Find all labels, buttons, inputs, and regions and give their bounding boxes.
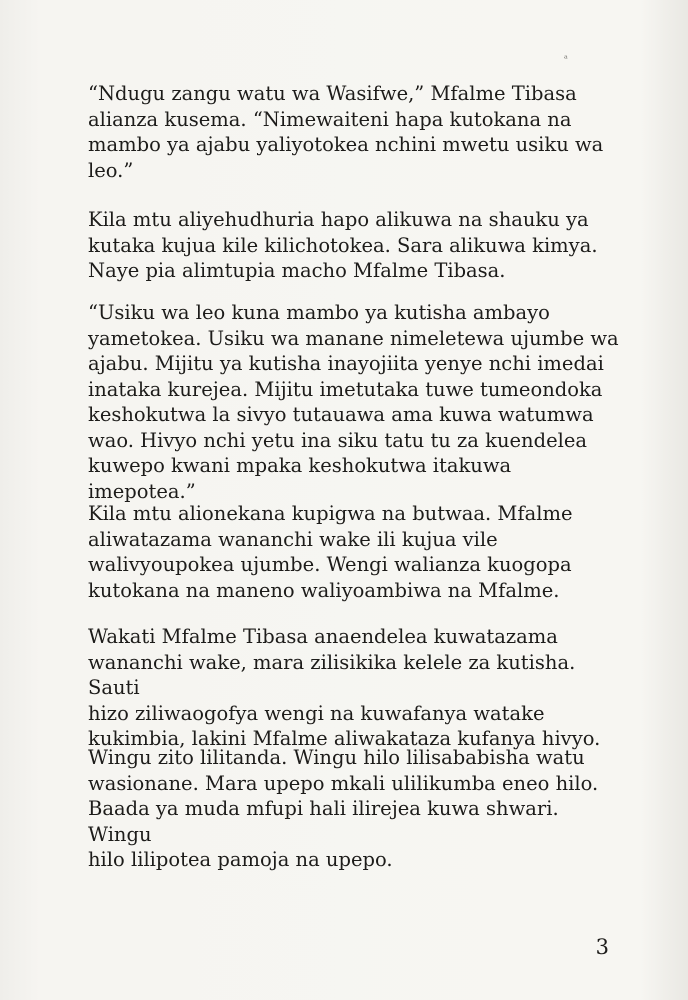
paragraph-1: “Ndugu zangu watu wa Wasifwe,” Mfalme Tibasa alianza kusema. “Nimewaiteni hapa kutokana na mambo ya ajabu yaliyotokea nchini mwetu usiku wa leo.” [88,82,604,182]
paragraph-6: Wingu zito lilitanda. Wingu hilo lilisababisha watu wasionane. Mara upepo mkali ulilikumba eneo hilo. Baada ya muda mfupi hali ilirejea kuwa shwari. Wingu hilo lilipotea pamoja na upepo. [88,746,599,871]
paragraph-3: “Usiku wa leo kuna mambo ya kutisha ambayo yametokea. Usiku wa manane nimeletewa ujumbe wa ajabu. Mijitu ya kutisha inayojiita yenye nchi imedai inataka kurejea. Mijitu imetutaka tuwe tumeondoka keshokutwa la sivyo tutauawa ama kuwa watumwa wao. Hivyo nchi yetu ina siku tatu tu za kuendelea kuwepo kwani mpaka keshokutwa itakuwa imepotea.” [88,301,619,503]
paragraph-2: Kila mtu aliyehudhuria hapo alikuwa na shauku ya kutaka kujua kile kilichotokea. Sara alikuwa kimya. Naye pia alimtupia macho Mfalme Tibasa. [88,208,598,282]
paragraph-4: Kila mtu alionekana kupigwa na butwaa. Mfalme aliwatazama wananchi wake ili kujua vile walivyoupokea ujumbe. Wengi walianza kuogopa kutokana na maneno waliyoambiwa na Mfalme. [88,502,573,602]
page-number: 3 [595,935,609,959]
paragraph-5: Wakati Mfalme Tibasa anaendelea kuwatazama wananchi wake, mara zilisikika kelele za kutisha. Sauti hizo ziliwaogofya wengi na kuwafanya watake kukimbia, lakini Mfalme aliwakataza kufanya hivyo. [88,625,601,750]
scan-speck: ᵃ [564,54,568,65]
